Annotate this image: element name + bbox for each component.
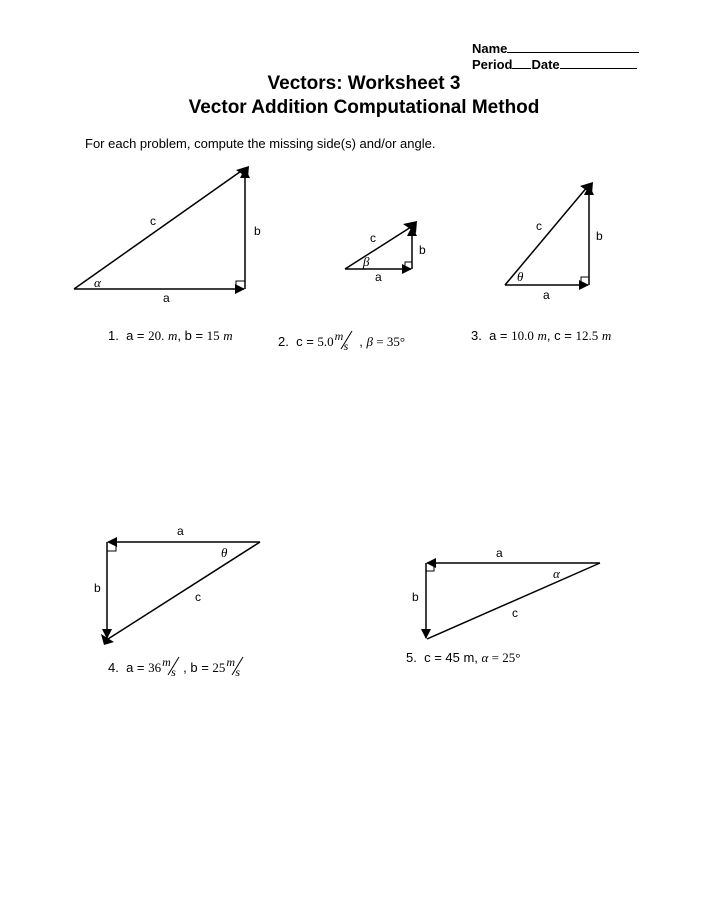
triangle-1 [74, 166, 261, 305]
right-angle-5 [426, 563, 434, 571]
problem-1: 1. a = 20. m, b = 15 m [108, 328, 233, 343]
label-b-5: b [412, 590, 419, 604]
instructions: For each problem, compute the missing side(s) and/or angle. [85, 136, 436, 151]
arrowhead-c-1 [236, 166, 249, 178]
vector-c-5 [427, 563, 600, 639]
label-a-5: a [496, 546, 503, 560]
problem-number: 2. [278, 334, 289, 349]
label-c-4: c [195, 590, 201, 604]
label-theta-3: θ [517, 269, 524, 284]
label-theta-4: θ [221, 545, 228, 560]
label-b-1: b [254, 224, 261, 238]
problem-number: 1. [108, 328, 119, 343]
label-beta-2: β [363, 254, 370, 269]
label-c-3: c [536, 219, 542, 233]
right-angle-2 [405, 262, 412, 269]
label-c-2: c [370, 231, 376, 245]
label-c-1: c [150, 214, 156, 228]
problem-number: 4. [108, 660, 119, 675]
problem-4: 4. a = 36 m s , b = 25 m s [108, 659, 247, 676]
right-angle-4 [107, 542, 116, 551]
problem-number: 5. [406, 650, 417, 665]
label-a-4: a [177, 524, 184, 538]
unit-fraction: m s [334, 333, 356, 349]
label-b-4: b [94, 581, 101, 595]
right-angle-1 [236, 281, 245, 289]
right-angle-3 [581, 277, 589, 285]
unit-fraction: m s [225, 659, 247, 675]
label-b-2: b [419, 243, 426, 257]
problem-number: 3. [471, 328, 482, 343]
date-label: Date [531, 57, 560, 72]
name-label: Name [472, 41, 508, 56]
label-a-3: a [543, 288, 550, 302]
label-alpha-1: α [94, 275, 101, 290]
label-b-3: b [596, 229, 603, 243]
problem-3: 3. a = 10.0 m, c = 12.5 m [471, 328, 612, 343]
label-alpha-5: α [553, 566, 560, 581]
unit-fraction: m s [161, 659, 183, 675]
problem-5: 5. c = 45 m, α = 25° [406, 650, 521, 665]
worksheet-subtitle: Vector Addition Computational Method [188, 97, 540, 118]
vector-c-4 [108, 542, 260, 639]
label-c-5: c [512, 606, 518, 620]
triangle-5 [412, 546, 600, 639]
worksheet-title: Vectors: Worksheet 3 [267, 73, 461, 94]
period-label: Period [472, 57, 513, 72]
vector-c-2 [345, 227, 411, 269]
triangle-2 [345, 221, 426, 284]
problem-2: 2. c = 5.0 m s , β = 35° [278, 329, 406, 353]
triangle-4 [94, 524, 260, 645]
triangle-3 [505, 182, 603, 302]
label-a-1: a [163, 291, 170, 305]
label-a-2: a [375, 270, 382, 284]
vector-c-1 [74, 169, 244, 289]
